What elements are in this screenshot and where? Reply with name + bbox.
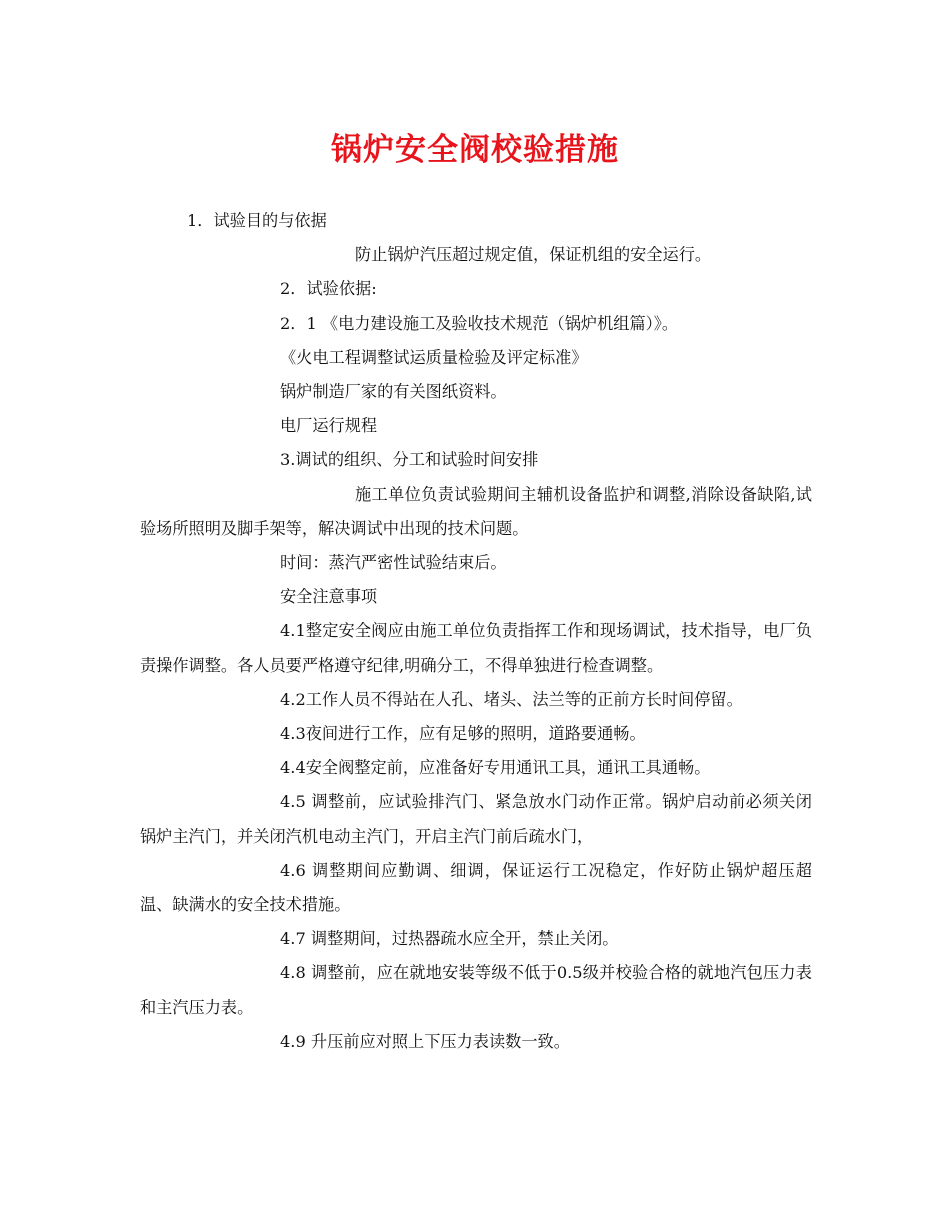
paragraph: 4.1整定安全阀应由施工单位负责指挥工作和现场调试，技术指导，电厂负责操作调整。各人员要严格遵守纪律,明确分工，不得单独进行检查调整。	[140, 621, 812, 675]
paragraph: 施工单位负责试验期间主辅机设备监护和调整,消除设备缺陷,试验场所照明及脚手架等，解决调试中出现的技术问题。	[140, 484, 812, 538]
paragraph: 1．试验目的与依据	[187, 211, 327, 230]
paragraph: 安全注意事项	[280, 587, 378, 607]
paragraph: 《火电工程调整试运质量检验及评定标准》	[280, 347, 588, 367]
paragraph: 电厂运行规程	[280, 416, 378, 436]
paragraph: 4.2工作人员不得站在人孔、堵头、法兰等的正前方长时间停留。	[280, 689, 743, 709]
paragraph: 4.5 调整前，应试验排汽门、紧急放水门动作正常。锅炉启动前必须关闭锅炉主汽门，并关闭汽机电动主汽门，开启主汽门前后疏水门，	[140, 792, 812, 846]
paragraph: 锅炉制造厂家的有关图纸资料。	[280, 382, 507, 402]
paragraph: 时间：蒸汽严密性试验结束后。	[280, 553, 507, 573]
paragraph: 4.8 调整前，应在就地安装等级不低于0.5级并校验合格的就地汽包压力表和主汽压力表。	[140, 963, 812, 1017]
paragraph: 4.7 调整期间，过热器疏水应全开，禁止关闭。	[280, 929, 619, 949]
paragraph: 3.调试的组织、分工和试验时间安排	[280, 450, 539, 470]
document-body	[140, 204, 812, 1059]
paragraph: 防止锅炉汽压超过规定值，保证机组的安全运行。	[355, 245, 712, 265]
paragraph: 2．1 《电力建设施工及验收技术规范（锅炉机组篇）》。	[280, 313, 679, 333]
paragraph: 4.9 升压前应对照上下压力表读数一致。	[280, 1031, 570, 1051]
document-title: 锅炉安全阀校验措施	[331, 132, 619, 168]
paragraph: 4.6 调整期间应勤调、细调，保证运行工况稳定，作好防止锅炉超压超温、缺满水的安全技术措施。	[140, 860, 812, 915]
paragraph: 4.3夜间进行工作，应有足够的照明，道路要通畅。	[280, 724, 646, 744]
paragraph: 4.4安全阀整定前，应准备好专用通讯工具，通讯工具通畅。	[280, 758, 711, 778]
paragraph: 2．试验依据:	[280, 279, 377, 299]
